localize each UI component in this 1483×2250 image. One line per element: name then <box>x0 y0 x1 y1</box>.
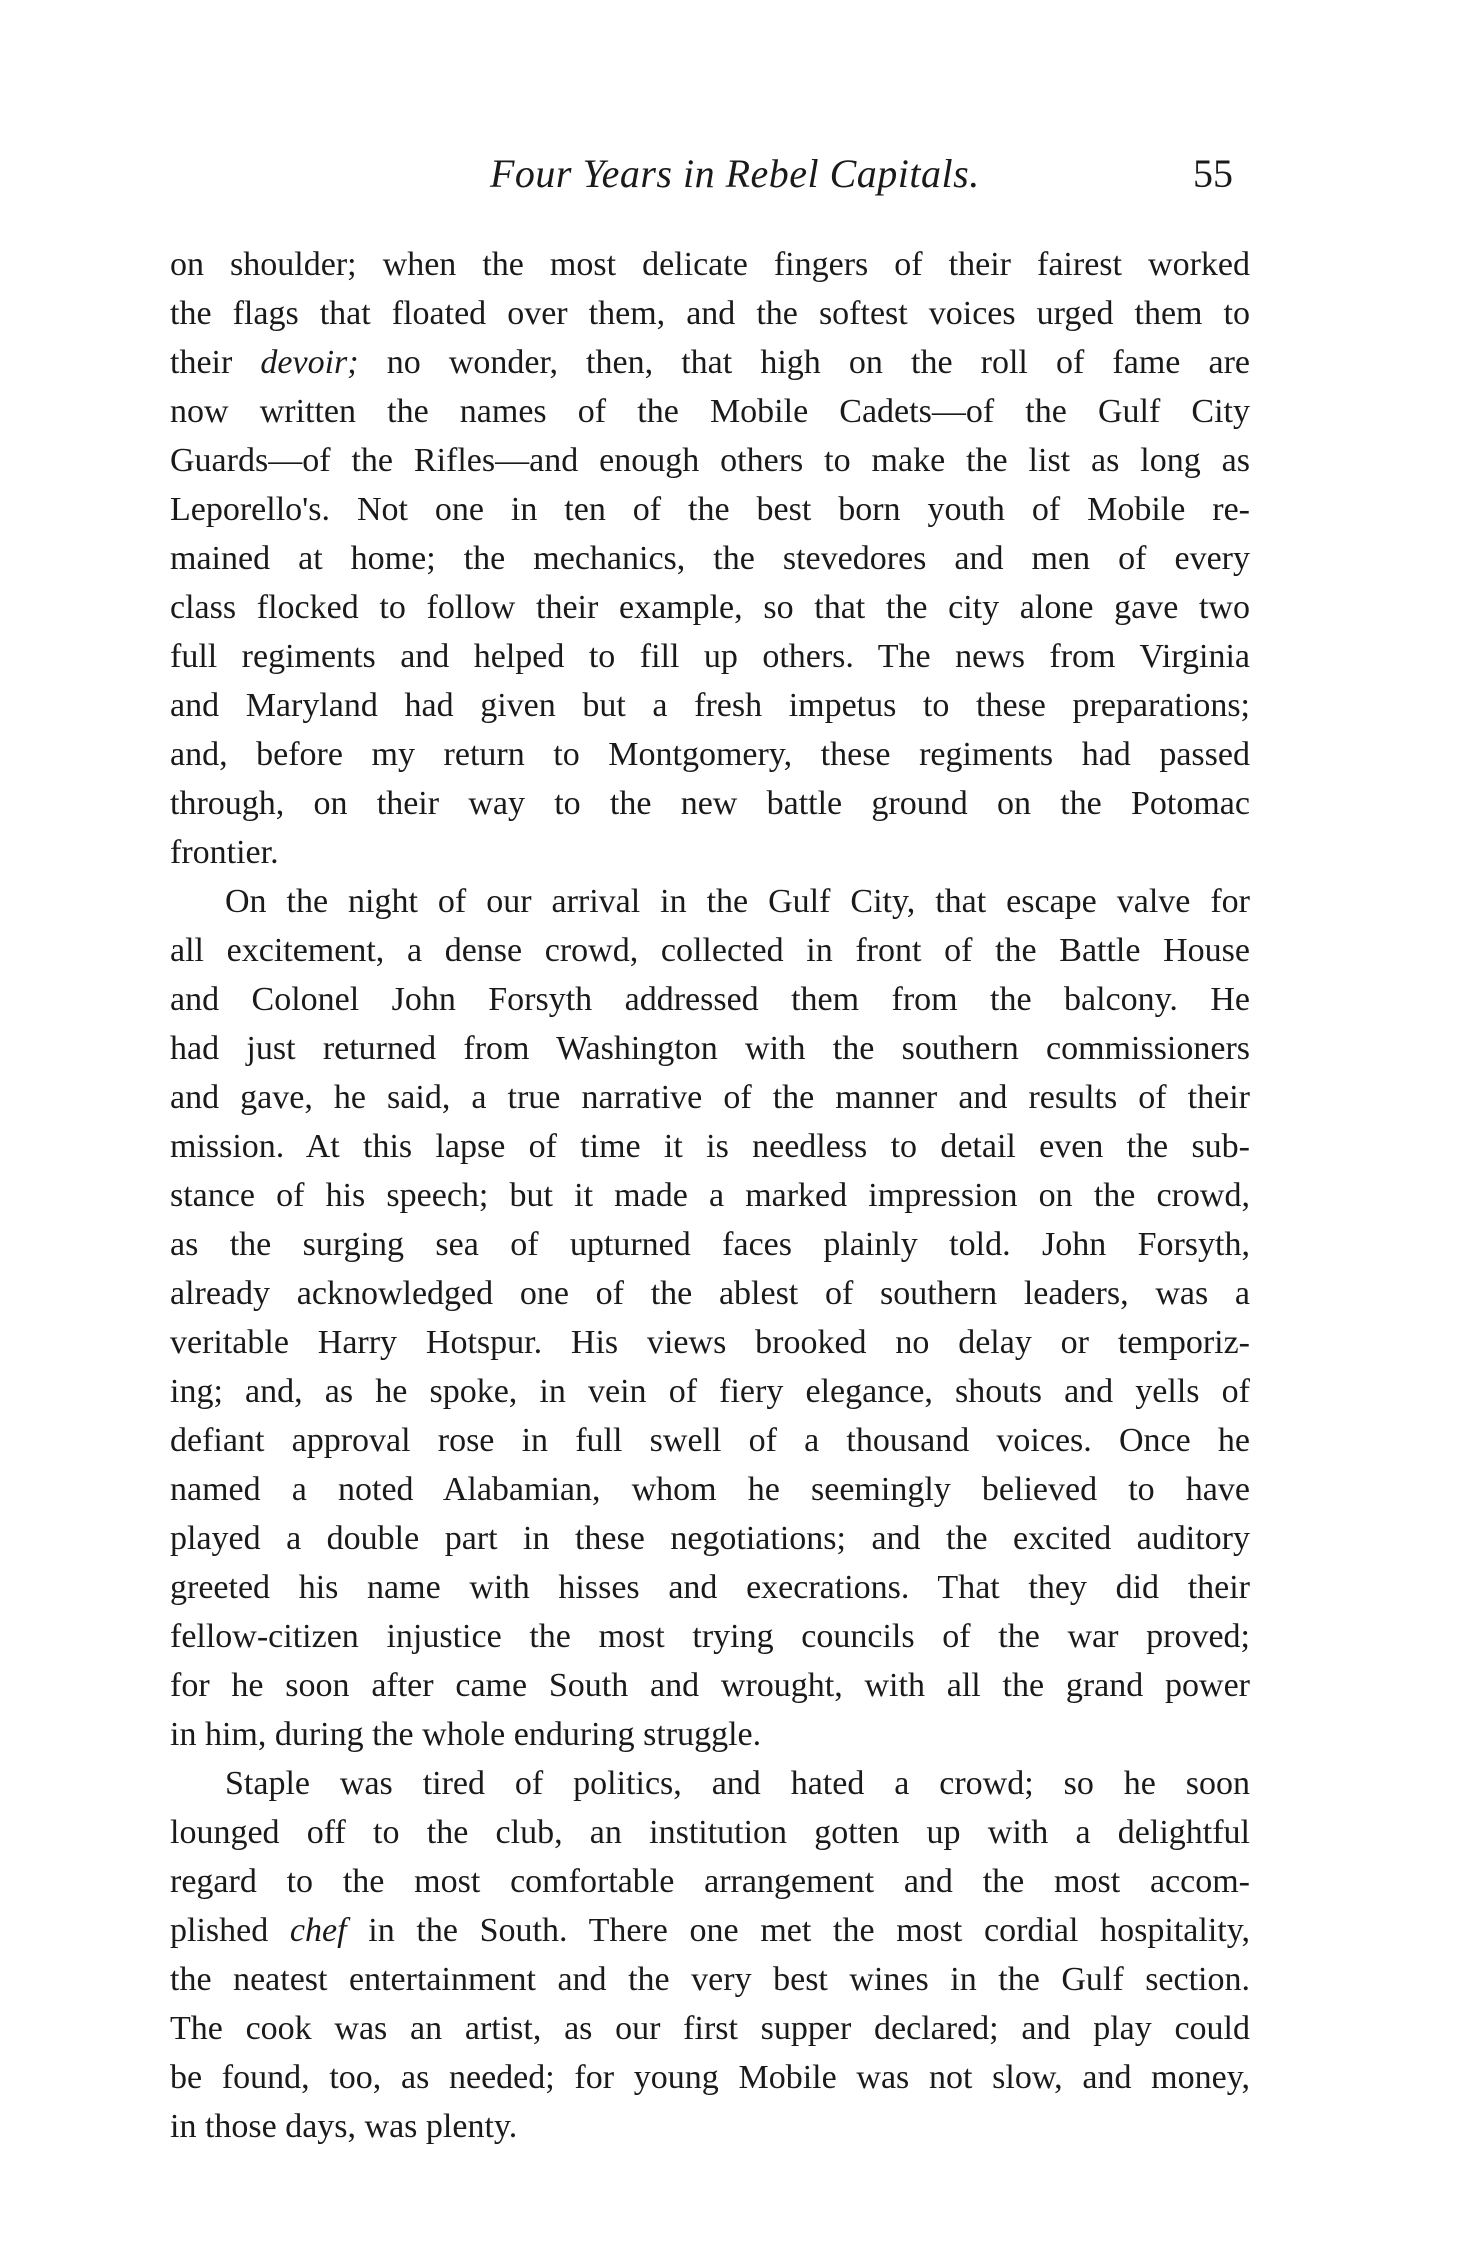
text-line: greeted his name with hisses and execrations. That they did their <box>170 1569 1250 1606</box>
body-text <box>170 240 1250 2151</box>
italic-word: devoir; <box>260 344 359 381</box>
paragraph <box>170 240 1250 877</box>
text-line: through, on their way to the new battle ground on the Potomac <box>170 785 1250 822</box>
text-line: The cook was an artist, as our first supper declared; and play could <box>170 2010 1250 2047</box>
text-line: played a double part in these negotiations; and the excited auditory <box>170 1520 1250 1557</box>
text-line: and Colonel John Forsyth addressed them from the balcony. He <box>170 981 1250 1018</box>
paragraph <box>170 1759 1250 2151</box>
text-line: stance of his speech; but it made a marked impression on the crowd, <box>170 1177 1250 1214</box>
text-line: had just returned from Washington with the southern commissioners <box>170 1030 1250 1067</box>
running-title: Four Years in Rebel Capitals. <box>490 151 980 196</box>
text-line: named a noted Alabamian, whom he seemingly believed to have <box>170 1471 1250 1508</box>
text-line: and, before my return to Montgomery, these regiments had passed <box>170 736 1250 773</box>
text-line <box>170 338 1250 387</box>
text-line: already acknowledged one of the ablest of southern leaders, was a <box>170 1275 1250 1312</box>
text-line: in him, during the whole enduring struggle. <box>170 1716 762 1753</box>
text-run: their <box>170 344 261 381</box>
italic-word: chef <box>289 1912 347 1949</box>
text-line: ing; and, as he spoke, in vein of fiery elegance, shouts and yells of <box>170 1373 1250 1410</box>
text-line: and Maryland had given but a fresh impetus to these preparations; <box>170 687 1250 724</box>
text-line: on shoulder; when the most delicate fingers of their fairest worked <box>170 246 1250 283</box>
text-line: fellow-citizen injustice the most trying councils of the war proved; <box>170 1618 1250 1655</box>
text-line: defiant approval rose in full swell of a thousand voices. Once he <box>170 1422 1250 1459</box>
text-line: in those days, was plenty. <box>170 2108 518 2145</box>
text-line: the flags that floated over them, and the softest voices urged them to <box>170 295 1250 332</box>
text-line: be found, too, as needed; for young Mobile was not slow, and money, <box>170 2059 1250 2096</box>
text-line: mission. At this lapse of time it is needless to detail even the sub- <box>170 1128 1250 1165</box>
text-line: On the night of our arrival in the Gulf City, that escape valve for <box>225 883 1250 920</box>
text-line: Leporello's. Not one in ten of the best born youth of Mobile re- <box>170 491 1250 528</box>
text-line: regard to the most comfortable arrangement and the most accom- <box>170 1863 1250 1900</box>
text-line: for he soon after came South and wrought, with all the grand power <box>170 1667 1250 1704</box>
text-line: now written the names of the Mobile Cadets—of the Gulf City <box>170 393 1250 430</box>
text-line: lounged off to the club, an institution gotten up with a delightful <box>170 1814 1250 1851</box>
text-line: all excitement, a dense crowd, collected in front of the Battle House <box>170 932 1250 969</box>
page-number: 55 <box>1193 151 1233 196</box>
text-line: class flocked to follow their example, so that the city alone gave two <box>170 589 1250 626</box>
text-line: as the surging sea of upturned faces plainly told. John Forsyth, <box>170 1226 1250 1263</box>
text-line: full regiments and helped to fill up others. The news from Virginia <box>170 638 1250 675</box>
text-run: no wonder, then, that high on the roll of fame are <box>358 344 1250 381</box>
text-line: mained at home; the mechanics, the stevedores and men of every <box>170 540 1250 577</box>
text-line: the neatest entertainment and the very best wines in the Gulf section. <box>170 1961 1250 1998</box>
text-line: and gave, he said, a true narrative of the manner and results of their <box>170 1079 1250 1116</box>
text-line: Staple was tired of politics, and hated a crowd; so he soon <box>225 1765 1250 1802</box>
text-line: veritable Harry Hotspur. His views brooked no delay or temporiz- <box>170 1324 1250 1361</box>
text-line: Guards—of the Rifles—and enough others to make the list as long as <box>170 442 1250 479</box>
text-line <box>170 1906 1250 1955</box>
text-run: in the South. There one met the most cordial hospitality, <box>346 1912 1250 1949</box>
text-run: plished <box>170 1912 290 1949</box>
paragraph <box>170 877 1250 1759</box>
text-line: frontier. <box>170 834 279 871</box>
